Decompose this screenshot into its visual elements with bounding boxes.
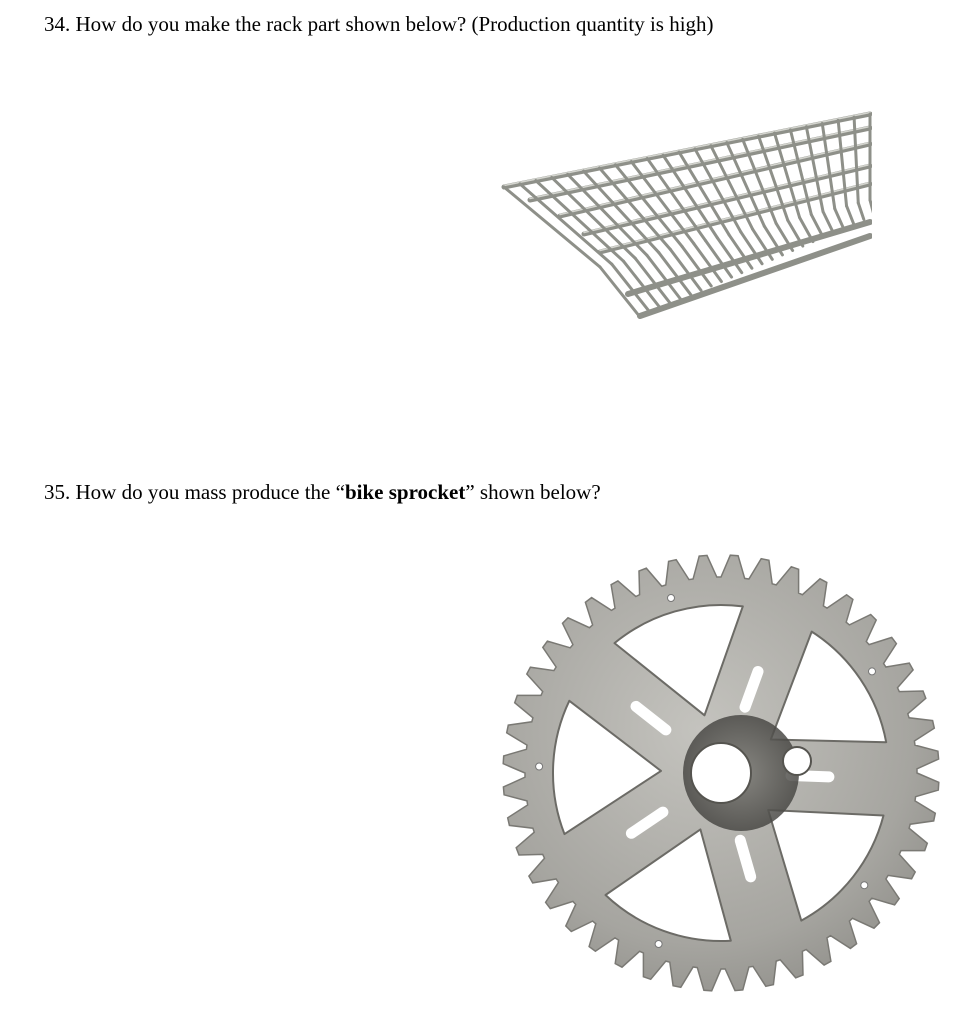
question-emphasis: bike sprocket [344,480,466,504]
sprocket-crank-hole [783,747,811,775]
question-34 [44,11,714,37]
question-text-before: How do you mass produce the [75,480,336,504]
question-number: 35. [44,480,71,504]
rack-lip-wire [870,200,872,215]
rack-lip-wire [682,247,711,286]
sprocket-rim-hole [869,668,876,675]
rack-lip-wire [835,209,844,229]
sprocket-rim-hole [861,882,868,889]
rack-lip-wire [858,203,864,220]
question-number: 34. [44,12,71,36]
question-35 [44,479,601,505]
rack-lip-rail [640,236,870,316]
sprocket-rim-hole [536,763,543,770]
rack-lip-wire [823,212,833,233]
quote-open: “ [335,480,345,504]
sprocket-center-hole [691,743,751,803]
quote-close: ” [465,480,475,504]
rack-cross-wire [568,174,647,255]
bike-sprocket-image [498,542,944,1004]
question-text: How do you make the rack part shown below? (Production quantity is high) [75,12,714,36]
sprocket-body [503,555,939,991]
sprocket-rim-hole [668,595,675,602]
rack-lip-wire [670,250,701,291]
sprocket-rim-hole [655,941,662,948]
question-text-after: shown below? [474,480,601,504]
wire-rack-shelf-image [500,104,872,328]
rack-wires [504,113,872,318]
rack-lip-wire [847,206,854,224]
